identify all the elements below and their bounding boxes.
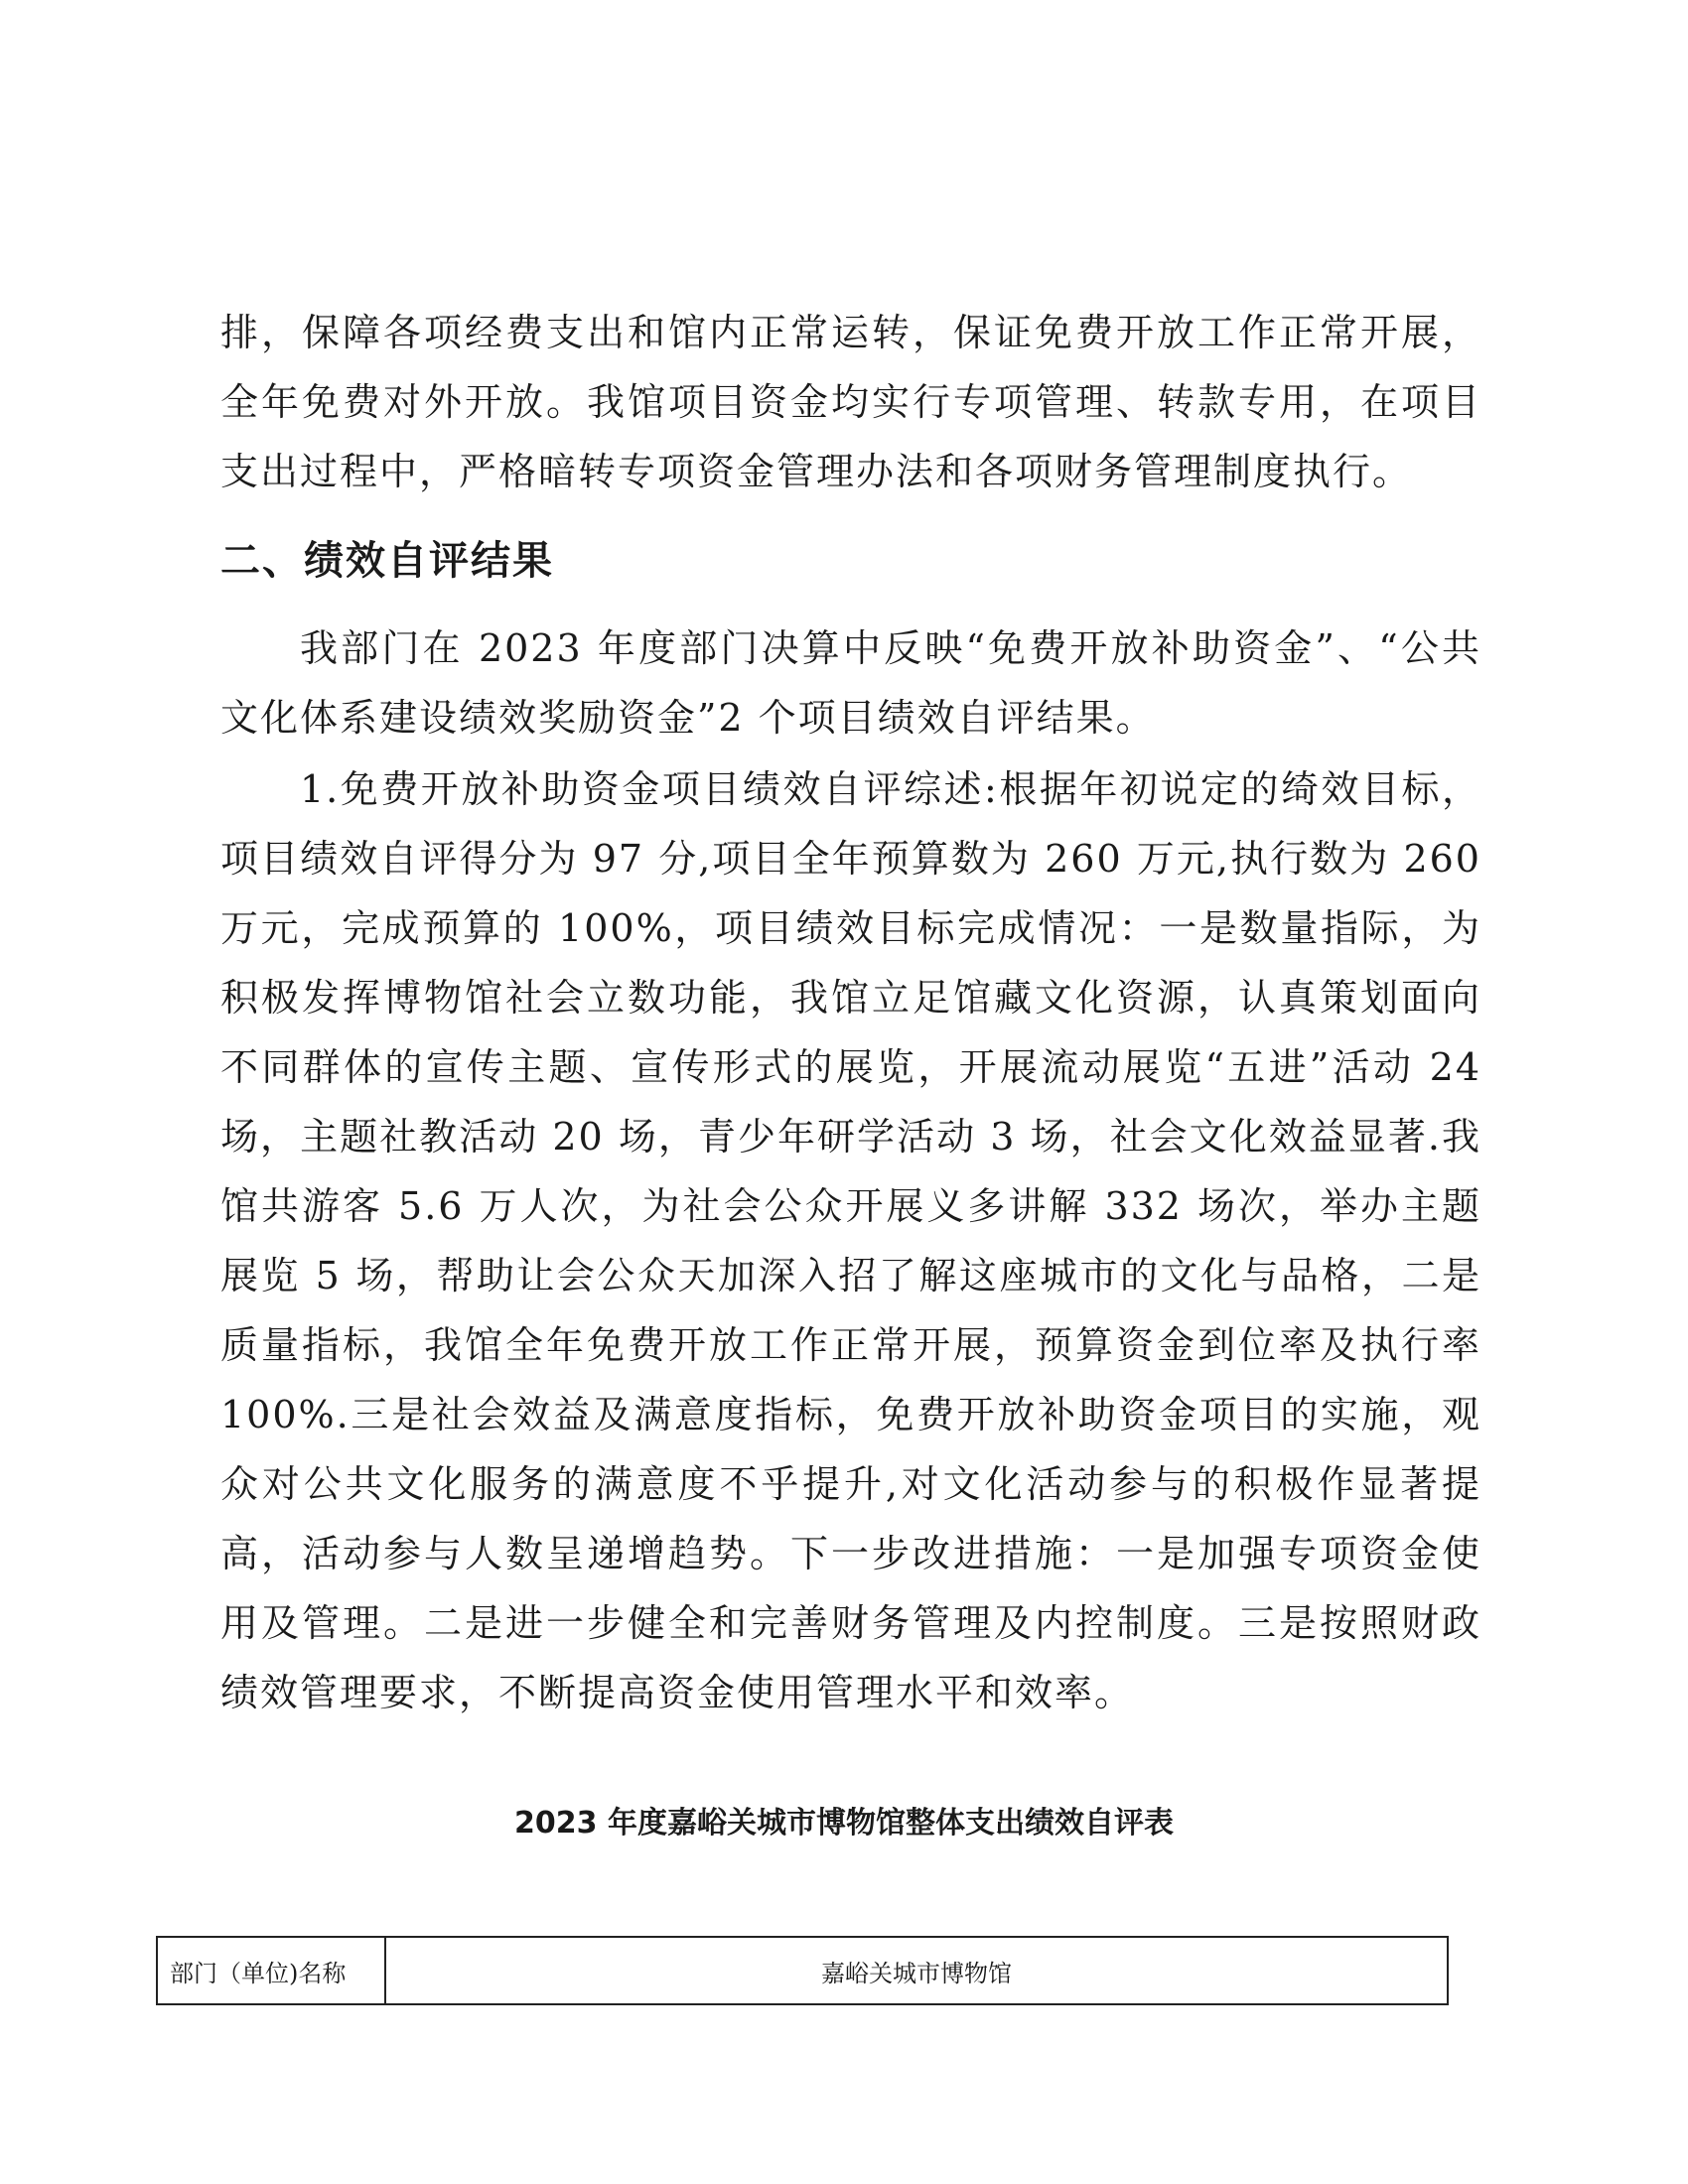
paragraph-continuation: 排，保障各项经费支出和馆内正常运转，保证免费开放工作正常开展，全年免费对外开放。我馆项目资金均实行专项管理、转款专用，在项目支出过程中，严格暗转专项资金管理办法和各项财务管理制度执行。 [220, 311, 1481, 493]
paragraph-project-review: 1.免费开放补助资金项目绩效自评综述:根据年初说定的绮效目标，项目绩效自评得分为 97 分,项目全年预算数为 260 万元,执行数为 260 万元，完成预算的 100%，项目绩效目标完成情况：一是数量指际，为积极发挥博物馆社会立数功能，我馆立足馆藏文化资源，认真策划面向不同群体的宣传主题、宣传形式的展览，开展流动展览“五进”活动 24 场，主题社教活动 20 场，青少年研学活动 3 场，社会文化效益显著.我馆共游客 5.6 万人次，为社会公众开展义多讲解 332 场次，举办主题展览 5 场，帮助让会公众天加深入招了解这座城市的文化与品格，二是质量指标，我馆全年免费开放工作正常开展，预算资金到位率及执行率 100%.三是社会效益及满意度指标，免费开放补助资金项目的实施，观众对公共文化服务的满意度不乎提升,对文化活动参与的积极作显著提高，活动参与人数呈递增趋势。下一步改进措施：一是加强专项资金使用及管理。二是进一步健全和完善财务管理及内控制度。三是按照财政绩效管理要求，不断提高资金使用管理水平和效率。 [220, 767, 1481, 1714]
table-cell-label: 部门（单位)名称 [158, 1938, 386, 2003]
evaluation-table [156, 1936, 1449, 2005]
table-cell-value: 嘉峪关城市博物馆 [821, 1959, 1012, 1987]
section-heading: 二、绩效自评结果 [220, 538, 554, 584]
paragraph-summary: 我部门在 2023 年度部门决算中反映“免费开放补助资金”、“公共文化体系建设绩效奖励资金”2 个项目绩效自评结果。 [220, 626, 1481, 740]
table-title: 2023 年度嘉峪关城市博物馆整体支出绩效自评表 [514, 1806, 1174, 1841]
